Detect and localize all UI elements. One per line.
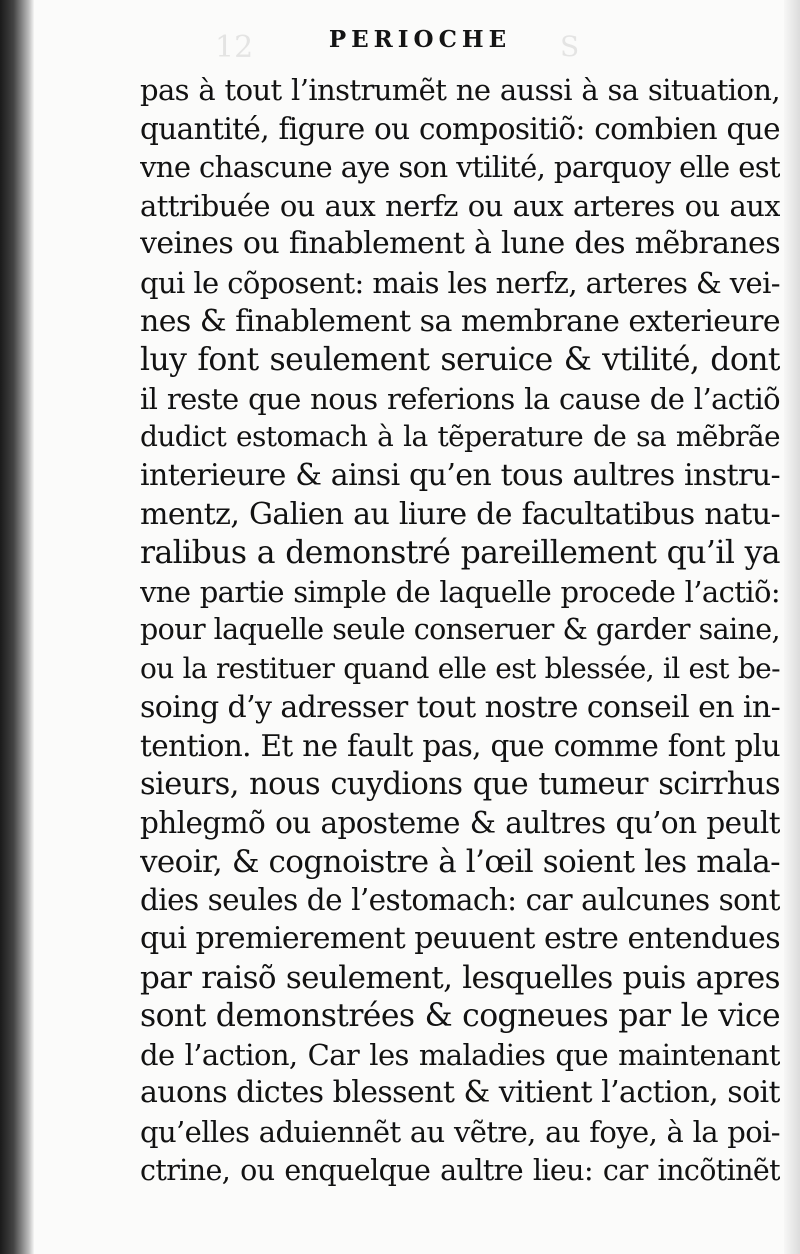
text-line: quantité, figure ou compositiõ: combien que (140, 111, 780, 146)
text-line: sieurs, nous cuydions que tumeur scirrhus (140, 766, 780, 802)
text-line: de l’action, Car les maladies que maintenant (140, 1037, 780, 1072)
running-header: PERIOCHE (328, 26, 512, 53)
text-line: ctrine, ou enquelque aultre lieu: car incõtinẽt (140, 1153, 780, 1187)
text-line: mentz, Galien au liure de facultatibus natu- (140, 496, 780, 532)
text-line: phlegmõ ou aposteme & aultres qu’on peult (140, 806, 780, 841)
text-line: vne partie simple de laquelle procede l’actiõ: (140, 574, 780, 609)
text-line: soing d’y adresser tout nostre conseil en in- (140, 689, 780, 725)
page-edge (784, 0, 800, 1254)
gutter-shadow (0, 0, 34, 1254)
text-line: vne chascune aye son vtilité, parquoy elle est (140, 150, 780, 185)
text-line: attribuée ou aux nerfz ou aux arteres ou aux (140, 188, 780, 223)
text-line: interieure & ainsi qu’en tous aultres instru- (140, 457, 780, 493)
text-line: qu’elles aduiennẽt au vẽtre, au foye, à la poi- (140, 1115, 780, 1150)
text-line: veines ou finablement à lune des mẽbranes (140, 226, 780, 262)
text-line: pas à tout l’instrumẽt ne aussi à sa situation, (140, 73, 780, 107)
show-through-text: S (560, 30, 582, 63)
show-through-text: 12 (215, 30, 254, 65)
text-line: luy font seulement seruice & vtilité, dont (140, 342, 780, 379)
text-line: sont demonstrées & cogneues par le vice (140, 998, 780, 1035)
text-line: veoir, & cognoistre à l’œil soient les mala- (140, 843, 780, 880)
text-line: tention. Et ne fault pas, que comme font plu (140, 729, 780, 764)
text-line: qui le cõposent: mais les nerfz, arteres & vei- (140, 265, 780, 300)
text-line: nes & finablement sa membrane exterieure (140, 303, 780, 339)
text-line: dies seules de l’estomach: car aulcunes sont (140, 883, 780, 918)
text-line: dudict estomach à la tẽperature de sa mẽbrãe (140, 420, 780, 454)
text-line: ralibus a demonstré pareillement qu’il ya (140, 535, 780, 572)
text-line: ou la restituer quand elle est blessée, il est be- (140, 651, 780, 685)
body-text (140, 71, 780, 1190)
text-line: qui premierement peuuent estre entendues (140, 921, 780, 957)
text-line: par raisõ seulement, lesquelles puis apres (140, 959, 780, 996)
text-line: il reste que nous referions la cause de l’actiõ (140, 381, 780, 416)
text-line: pour laquelle seule conseruer & garder saine, (140, 613, 780, 647)
text-line: auons dictes blessent & vitient l’action, soit (140, 1075, 780, 1111)
